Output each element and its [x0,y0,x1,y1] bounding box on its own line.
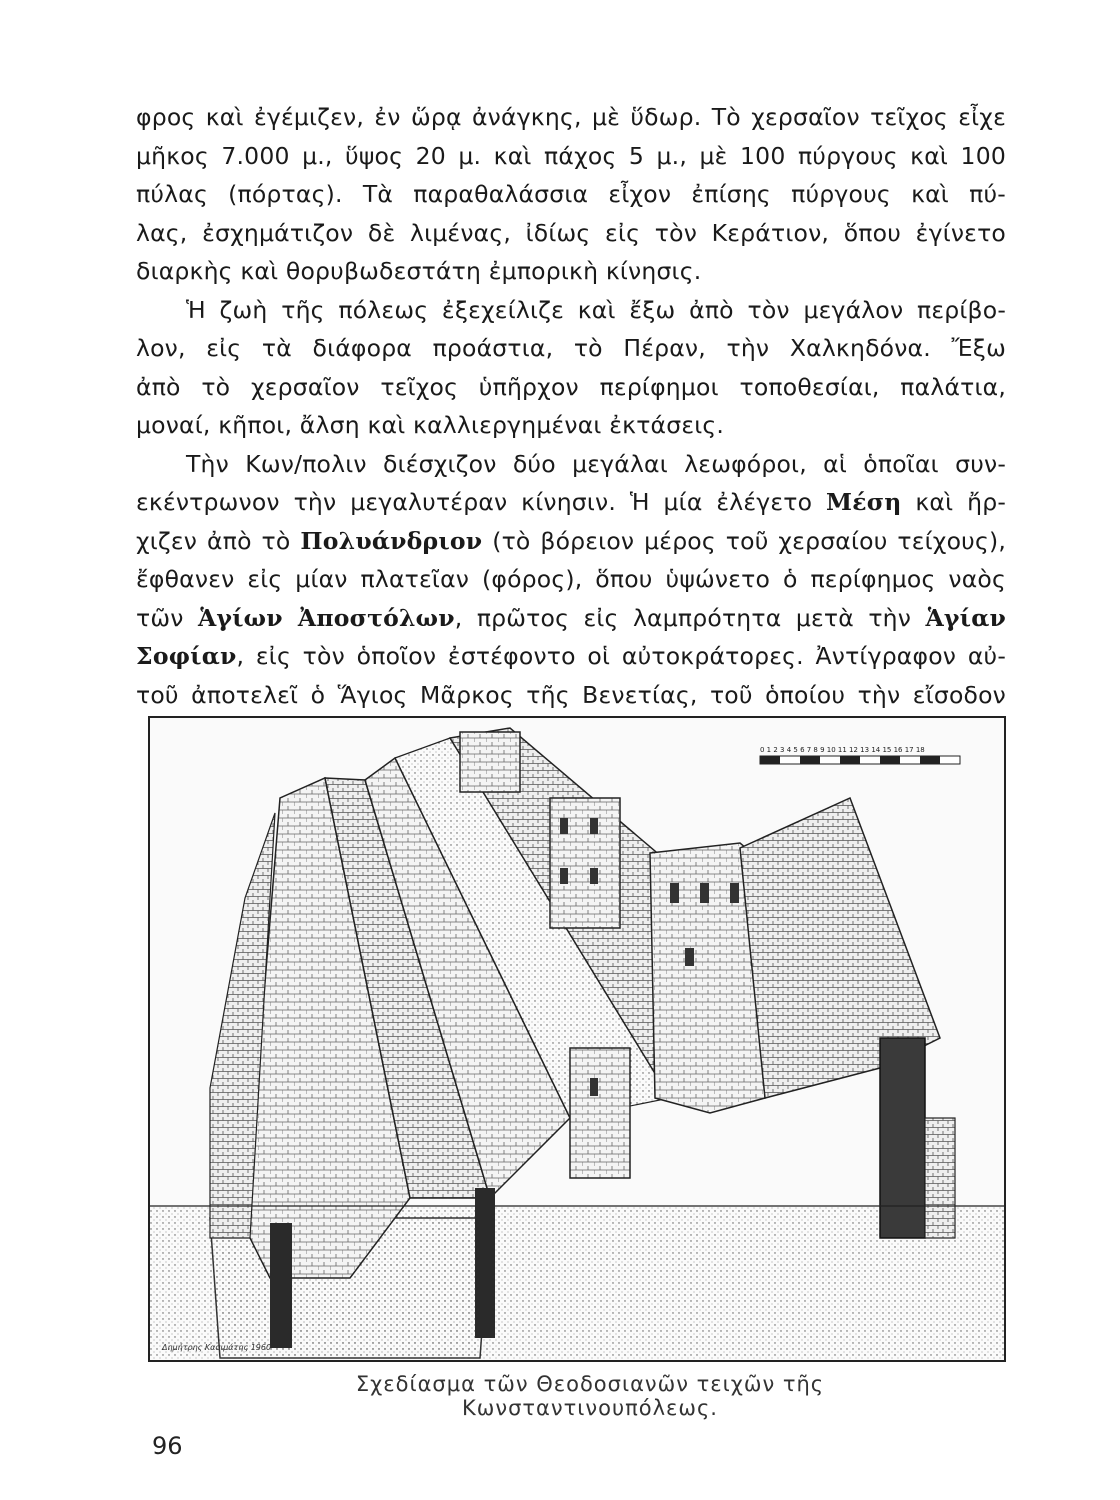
text-line [136,329,1006,368]
text-line [136,175,1006,214]
artist-signature: Δημήτρης Κασιμάτης 1960 [162,1343,272,1352]
text-segment: εκέντρωνον τὴν μεγαλυτέραν κίνησιν. Ἡ μία ἐλέγετο [136,488,827,516]
bold-term: Ἁγίων Ἀποστόλων [197,603,455,632]
text-line [136,522,1006,561]
figure-caption: Σχεδίασμα τῶν Θεοδοσιανῶν τειχῶν τῆς Κωνσταντινουπόλεως. [355,1372,825,1420]
text-line [136,560,1006,599]
text-line [136,137,1006,176]
text-segment: ἔφθανεν εἰς μίαν πλατεῖαν (φόρος), ὅπου ὑψώνετο ὁ περίφημος ναὸς [136,565,1006,593]
figure-theodosian-walls-illustration [148,716,1006,1362]
text-segment: μῆκος 7.000 μ., ὕψος 20 μ. καὶ πάχος 5 μ., μὲ 100 πύργους καὶ 100 [136,141,1006,170]
text-line [136,368,1006,407]
bold-term: Ἁγίαν [925,603,1006,632]
scale-labels: 0 1 2 3 4 5 6 7 8 9 10 11 12 13 14 15 16 17 18 [760,746,925,754]
text-segment: ἀπὸ τὸ χερσαῖον τεῖχος ὑπῆρχον περίφημοι τοποθεσίαι, παλάτια, [136,372,1006,401]
text-line [136,406,1006,445]
text-segment: διαρκὴς καὶ θορυβωδεστάτη ἐμπορικὴ κίνησις. [136,257,702,285]
text-segment: τῶν [136,603,198,632]
text-segment: χιζεν ἀπὸ τὸ [136,526,301,555]
bold-term: Σοφίαν [136,642,237,670]
text-segment: Ἡ ζωὴ τῆς πόλεως ἐξεχείλιζε καὶ ἔξω ἀπὸ τὸν μεγάλον περίβο- [186,295,1006,324]
bold-term: Μέση [826,488,902,516]
text-line [136,599,1006,638]
text-line [136,252,1006,291]
text-segment: μοναί, κῆποι, ἄλση καὶ καλλιεργημέναι ἐκτάσεις. [136,411,725,439]
text-segment: τοῦ ἀποτελεῖ ὁ Ἅγιος Μᾶρκος τῆς Βενετίας, τοῦ ὁποίου τὴν εἴσοδον [136,680,1006,709]
text-segment: πύλας (πόρτας). Τὰ παραθαλάσσια εἶχον ἐπίσης πύργους καὶ πύ- [136,180,1006,208]
wall-drawing-icon [150,718,1004,1360]
text-segment: , εἰς τὸν ὁποῖον ἐστέφοντο οἱ αὐτοκράτορες. Ἀντίγραφον αὐ- [236,642,1006,670]
text-line [136,291,1006,330]
bold-term: Πολυάνδριον [300,526,483,555]
text-line [136,445,1006,484]
text-segment: Τὴν Κων/πολιν διέσχιζον δύο μεγάλαι λεωφόροι, αἱ ὁποῖαι συν- [186,449,1006,478]
text-line [136,676,1006,715]
text-segment: καὶ ἤρ- [901,488,1006,516]
text-segment: , πρῶτος εἰς λαμπρότητα μετὰ τὴν [454,603,926,632]
text-segment: λον, εἰς τὰ διάφορα προάστια, τὸ Πέραν, τὴν Χαλκηδόνα. Ἔξω [136,334,1006,362]
page-number: 96 [152,1432,183,1460]
text-line [136,637,1006,676]
text-line [136,483,1006,522]
text-segment: (τὸ βόρειον μέρος τοῦ χερσαίου τείχους), [482,526,1006,555]
text-segment: λας, ἐσχημάτιζον δὲ λιμένας, ἰδίως εἰς τὸν Κεράτιον, ὅπου ἐγίνετο [136,218,1006,247]
text-line [136,214,1006,253]
text-segment: φρος καὶ ἐγέμιζεν, ἐν ὥρᾳ ἀνάγκης, μὲ ὕδωρ. Τὸ χερσαῖον τεῖχος εἶχε [136,103,1006,131]
body-text [136,98,1006,714]
text-line [136,98,1006,137]
